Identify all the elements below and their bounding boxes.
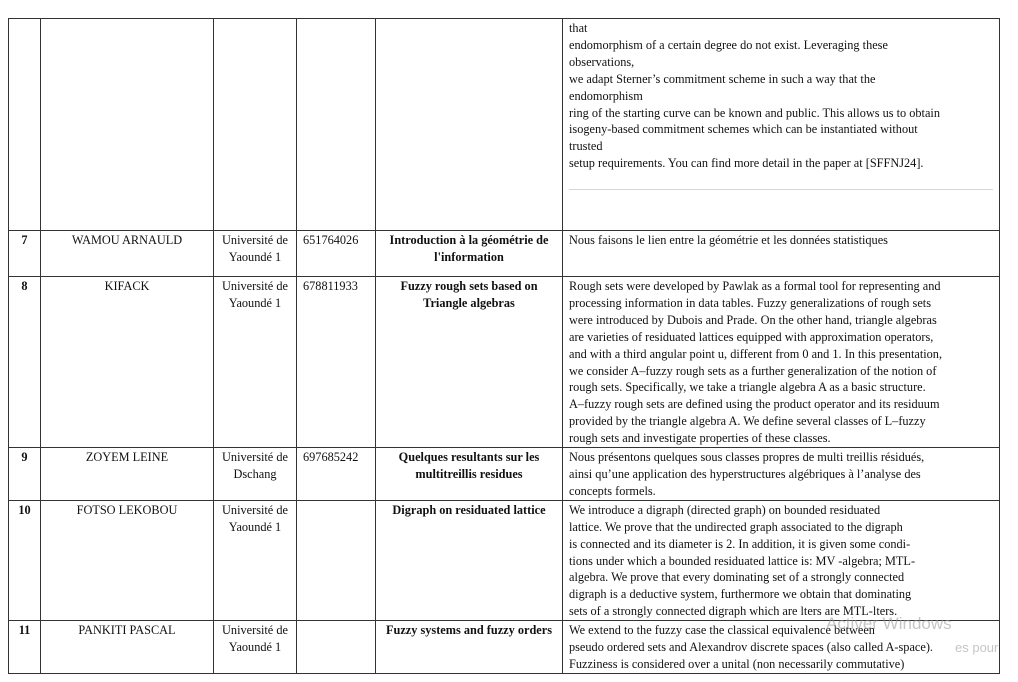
university: Université de Yaoundé 1 — [214, 231, 297, 277]
speaker-name — [41, 19, 214, 231]
abstract — [563, 19, 1000, 231]
abstract-line: Fuzziness is considered over a unital (non necessarily commutative) — [569, 656, 905, 671]
abstract-line: rough sets and investigate properties of these classes. — [569, 431, 831, 446]
table-row — [9, 19, 1000, 231]
row-number: 9 — [9, 448, 41, 501]
table-row — [9, 231, 1000, 277]
abstract-line: Nous faisons le lien entre la géométrie et les données statistiques — [569, 233, 888, 247]
abstract-line: concepts formels. — [569, 483, 656, 498]
abstract-line: observations, — [569, 54, 635, 69]
abstract — [563, 277, 1000, 448]
talk-title — [376, 19, 563, 231]
abstract-line: we adapt Sterner’s commitment scheme in such a way that the — [569, 71, 876, 86]
table-row — [9, 500, 1000, 620]
abstract — [563, 500, 1000, 620]
speaker-name: FOTSO LEKOBOU — [41, 500, 214, 620]
phone-number — [297, 19, 376, 231]
talk-title: Quelques resultants sur les multitreillis residues — [376, 448, 563, 501]
abstract-line: We introduce a digraph (directed graph) on bounded residuated — [569, 502, 881, 517]
abstract-line: and with a third angular point u, different from 0 and 1. In this presentation, — [569, 346, 943, 361]
speaker-name: WAMOU ARNAULD — [41, 231, 214, 277]
abstract-line: that — [569, 21, 588, 35]
row-number: 7 — [9, 231, 41, 277]
talk-title: Fuzzy systems and fuzzy orders — [376, 621, 563, 674]
abstract-line: were introduced by Dubois and Prade. On the other hand, triangle algebras — [569, 312, 937, 327]
abstract-line: endomorphism of a certain degree do not exist. Leveraging these — [569, 37, 888, 52]
table-row — [9, 448, 1000, 501]
talk-title: Digraph on residuated lattice — [376, 500, 563, 620]
abstract-line: are varieties of residuated lattices equipped with approximation operators, — [569, 329, 934, 344]
phone-number: 651764026 — [297, 231, 376, 277]
talk-title: Fuzzy rough sets based on Triangle algebras — [376, 277, 563, 448]
abstract-line: ring of the starting curve can be known and public. This allows us to obtain — [569, 105, 940, 120]
abstract-line: ainsi qu’une application des hyperstructures algébriques à l’analyse des — [569, 466, 921, 481]
activation-watermark-sub: es pour — [955, 640, 999, 655]
abstract-line: pseudo ordered sets and Alexandrov discrete spaces (also called A-space). — [569, 640, 933, 655]
abstract-line: Rough sets were developed by Pawlak as a formal tool for representing and — [569, 279, 941, 293]
abstract-line: digraph is a deductive system, furthermore we obtain that dominating — [569, 587, 912, 602]
abstract — [563, 448, 1000, 501]
abstract-line: lattice. We prove that the undirected graph associated to the digraph — [569, 519, 903, 534]
separator-line — [569, 189, 993, 190]
abstract-line: Nous présentons quelques sous classes propres de multi treillis résidués, — [569, 450, 925, 465]
phone-number — [297, 500, 376, 620]
abstract-line: sets of a strongly connected digraph which are lters are MTL-lters. — [569, 604, 898, 619]
speaker-table — [8, 18, 1000, 674]
phone-number — [297, 621, 376, 674]
phone-number: 697685242 — [297, 448, 376, 501]
abstract-line: is connected and its diameter is 2. In addition, it is given some condi- — [569, 536, 911, 551]
phone-number: 678811933 — [297, 277, 376, 448]
abstract-line: processing information in data tables. Fuzzy generalizations of rough sets — [569, 295, 931, 310]
talk-title: Introduction à la géométrie de l'information — [376, 231, 563, 277]
abstract-line: provided by the triangle algebra A. We define several classes of L–fuzzy — [569, 414, 926, 429]
row-number: 11 — [9, 621, 41, 674]
speaker-name: PANKITI PASCAL — [41, 621, 214, 674]
speaker-name: ZOYEM LEINE — [41, 448, 214, 501]
table-row — [9, 277, 1000, 448]
abstract-line: A–fuzzy rough sets are defined using the product operator and its residuum — [569, 397, 940, 412]
abstract-line: trusted — [569, 139, 603, 154]
abstract-line: We extend to the fuzzy case the classical equivalence between — [569, 623, 875, 638]
abstract-line: setup requirements. You can find more detail in the paper at [SFFNJ24]. — [569, 156, 924, 171]
university: Université de Yaoundé 1 — [214, 277, 297, 448]
row-number: 10 — [9, 500, 41, 620]
university: Université de Dschang — [214, 448, 297, 501]
row-number: 8 — [9, 277, 41, 448]
abstract-line: we consider A–fuzzy rough sets as a further generalization of the notion of — [569, 363, 937, 378]
abstract-line: rough sets. Specifically, we take a triangle algebra A as a basic structure. — [569, 380, 926, 395]
university: Université de Yaoundé 1 — [214, 500, 297, 620]
speaker-name: KIFACK — [41, 277, 214, 448]
activation-watermark: Activer Windows — [826, 614, 952, 633]
row-number — [9, 19, 41, 231]
abstract-line: isogeny-based commitment schemes which can be instantiated without — [569, 122, 918, 137]
university: Université de Yaoundé 1 — [214, 621, 297, 674]
abstract-line: algebra. We prove that every dominating set of a strongly connected — [569, 570, 905, 585]
abstract-line: endomorphism — [569, 88, 643, 103]
abstract-line: tions under which a bounded residuated lattice is: MV -algebra; MTL- — [569, 553, 916, 568]
abstract — [563, 231, 1000, 277]
university — [214, 19, 297, 231]
